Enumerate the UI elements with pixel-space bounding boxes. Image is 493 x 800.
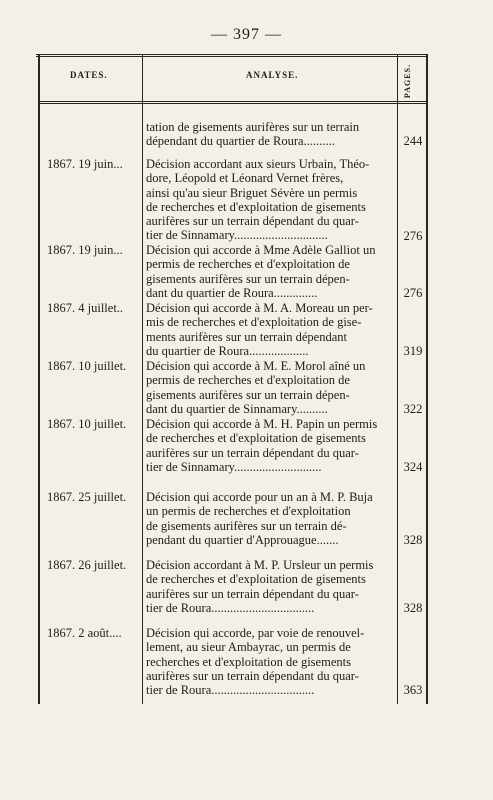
entry-line: permis de recherches et d'exploitation de: [146, 373, 350, 388]
entry-line: de recherches et d'exploitation de gisements: [146, 431, 366, 446]
entry-line: dant du quartier de Roura..............: [146, 285, 318, 300]
entry-line: tier de Roura.................................: [146, 683, 315, 698]
entry-analysis: [146, 301, 395, 358]
header-analyse: ANALYSE.: [246, 70, 299, 80]
entry-page: 319: [403, 343, 423, 358]
entry-date: 1867. 2 août....: [47, 626, 122, 640]
entry-line: aurifères sur un terrain dépendant du quar-: [146, 445, 359, 460]
entry-analysis: [146, 490, 395, 547]
entry-line: dore, Léopold et Léonard Vernet frères,: [146, 171, 344, 186]
entry-line: tier de Sinnamary............................: [146, 459, 322, 474]
entry-line: aurifères sur un terrain dépendant du quar-: [146, 586, 359, 601]
entry-line: aurifères sur un terrain dépendant du quar-: [146, 668, 359, 683]
entry-line: tier de Roura.................................: [146, 600, 315, 615]
entry-analysis: [146, 558, 395, 615]
entry-line: pendant du quartier d'Approuague.......: [146, 532, 339, 547]
entry-line: ainsi qu'au sieur Briguet Sévère un permis: [146, 185, 358, 200]
entry-analysis: [146, 157, 395, 243]
entry-line: Décision qui accorde, par voie de renouvel-: [146, 626, 365, 640]
entry-line: permis de recherches et d'exploitation de: [146, 257, 350, 272]
entry-line: Décision qui accorde pour un an à M. P. Buja: [146, 490, 373, 504]
rule-dates: [142, 54, 143, 704]
rule-pages: [397, 54, 398, 704]
entry-line: recherches et d'exploitation de gisements: [146, 654, 351, 669]
entry-page: 328: [403, 600, 423, 615]
entry-analysis: [146, 120, 395, 149]
entry-line: un permis de recherches et d'exploitation: [146, 504, 351, 519]
entry-line: aurifères sur un terrain dépendant du quar-: [146, 214, 359, 229]
entry-line: de gisements aurifères sur un terrain dé-: [146, 518, 347, 533]
entry-page: 322: [403, 401, 423, 416]
entry-date: 1867. 25 juillet.: [47, 490, 127, 504]
entry-date: 1867. 10 juillet.: [47, 417, 127, 431]
entry-date: 1867. 19 juin...: [47, 157, 123, 171]
entry-line: dant du quartier de Sinnamary..........: [146, 401, 328, 416]
entry-page: 276: [403, 285, 423, 300]
entry-line: gisements aurifères sur un terrain dépen-: [146, 271, 350, 286]
entry-date: 1867. 10 juillet.: [47, 359, 127, 373]
entry-line: Décision qui accorde à M. H. Papin un permis: [146, 417, 378, 431]
page-number: — 397 —: [211, 26, 282, 43]
entry-analysis: [146, 626, 395, 697]
entry-line: lement, au sieur Ambayrac, un permis de: [146, 640, 351, 655]
entry-line: de recherches et d'exploitation de gisements: [146, 572, 366, 587]
entry-line: Décision accordant aux sieurs Urbain, Théo-: [146, 157, 370, 171]
entry-line: Décision accordant à M. P. Ursleur un permis: [146, 558, 374, 572]
entry-line: du quartier de Roura...................: [146, 343, 309, 358]
entry-page: 363: [403, 683, 423, 698]
entry-page: 328: [403, 532, 423, 547]
entry-page: 276: [403, 228, 423, 243]
entry-analysis: [146, 417, 395, 474]
entry-date: 1867. 26 juillet.: [47, 558, 127, 572]
entry-date: 1867. 19 juin...: [47, 243, 123, 257]
entry-date: 1867. 4 juillet..: [47, 301, 124, 315]
entry-line: Décision qui accorde à M. E. Morol aîné un: [146, 359, 366, 373]
entry-analysis: [146, 243, 395, 300]
entry-line: gisements aurifères sur un terrain dépen-: [146, 387, 350, 402]
entry-line: Décision qui accorde à Mme Adèle Galliot un: [146, 243, 376, 257]
header-pages: PAGES.: [403, 64, 412, 99]
entry-line: de recherches et d'exploitation de gisements: [146, 199, 366, 214]
entry-line: dépendant du quartier de Roura..........: [146, 134, 335, 149]
entry-line: mis de recherches et d'exploitation de gise-: [146, 315, 362, 330]
entry-line: ments aurifères sur un terrain dépendant: [146, 329, 347, 344]
entry-line: Décision qui accorde à M. A. Moreau un per-: [146, 301, 373, 315]
rule-right: [426, 54, 428, 704]
entry-line: tation de gisements aurifères sur un terrain: [146, 120, 360, 134]
entry-analysis: [146, 359, 395, 416]
entry-page: 244: [403, 134, 423, 149]
header-rule: [38, 101, 427, 104]
entry-page: 324: [403, 459, 423, 474]
rule-left: [38, 54, 40, 704]
entry-line: tier de Sinnamary..............................: [146, 228, 328, 243]
header-dates: DATES.: [70, 70, 108, 80]
